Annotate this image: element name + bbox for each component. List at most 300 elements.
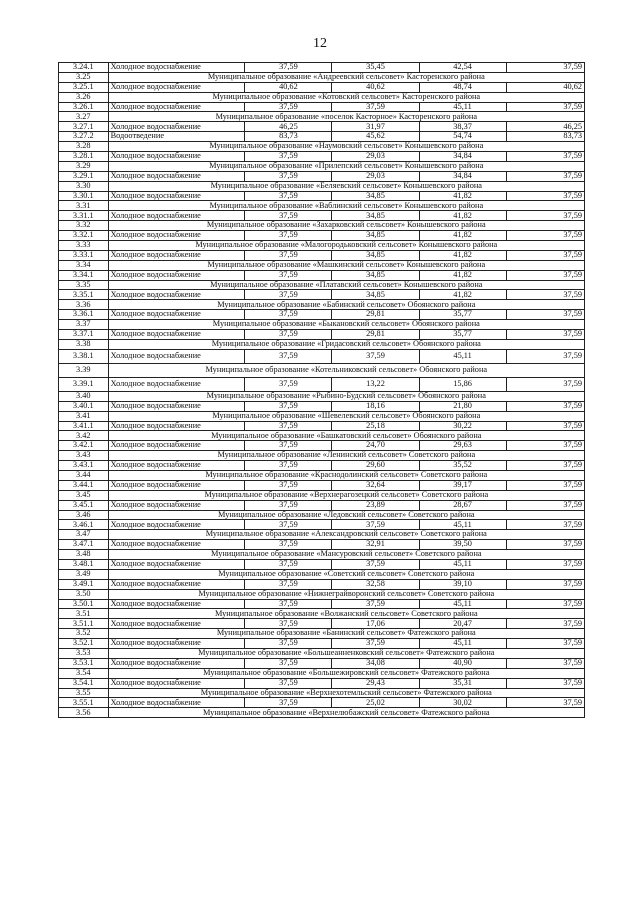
tariff-value-3: 45,11 [419,639,506,649]
row-number: 3.47.1 [59,540,109,550]
tariff-value-2: 29,81 [332,330,419,340]
service-row [59,82,585,92]
row-number: 3.25 [59,72,109,82]
service-row [59,421,585,431]
row-number: 3.56 [59,708,109,718]
tariff-value-2: 34,85 [332,270,419,280]
tariff-value-3: 39,50 [419,540,506,550]
service-name: Холодное водоснабжение [108,171,245,181]
municipality-name: Муниципальное образование «Котовский сельсовет» Касторенского района [108,92,584,102]
service-row [59,330,585,340]
municipality-name: Муниципальное образование «поселок Касторное» Касторенского района [108,112,584,122]
tariff-value-2: 18,16 [332,401,419,411]
tariff-value-4: 37,59 [506,330,584,340]
service-row [59,559,585,569]
tariff-value-1: 40,62 [245,82,332,92]
municipality-name: Муниципальное образование «Башкатовский сельсовет» Обоянского района [108,431,584,441]
municipality-name: Муниципальное образование «Быкановский сельсовет» Обоянского района [108,320,584,330]
tariff-value-3: 30,02 [419,698,506,708]
tariff-value-4: 37,59 [506,579,584,589]
service-row [59,619,585,629]
municipality-name: Муниципальное образование «Наумовский сельсовет» Конышевского района [108,142,584,152]
tariff-value-1: 37,59 [245,310,332,320]
tariff-value-3: 41,82 [419,250,506,260]
tariff-value-3: 41,82 [419,231,506,241]
tariff-value-3: 15,86 [419,377,506,391]
row-number: 3.26.1 [59,102,109,112]
tariff-value-4: 40,62 [506,82,584,92]
row-number: 3.33 [59,241,109,251]
row-number: 3.38 [59,339,109,349]
row-number: 3.44.1 [59,480,109,490]
municipality-name: Муниципальное образование «Котельниковский сельсовет» Обоянского района [108,363,584,377]
row-number: 3.45.1 [59,500,109,510]
municipality-name: Муниципальное образование «Шевелевский сельсовет» Обоянского района [108,411,584,421]
row-number: 3.36 [59,300,109,310]
service-row [59,698,585,708]
row-number: 3.37.1 [59,330,109,340]
municipality-row [59,92,585,102]
service-name: Холодное водоснабжение [108,421,245,431]
tariff-value-2: 25,18 [332,421,419,431]
tariff-value-1: 83,73 [245,132,332,142]
row-number: 3.32.1 [59,231,109,241]
tariff-value-4: 37,59 [506,310,584,320]
service-name: Холодное водоснабжение [108,270,245,280]
municipality-name: Муниципальное образование «Андреевский сельсовет» Касторенского района [108,72,584,82]
tariff-value-1: 37,59 [245,401,332,411]
tariff-value-2: 37,59 [332,520,419,530]
tariff-value-4: 37,59 [506,619,584,629]
tariff-value-3: 41,82 [419,270,506,280]
tariff-value-1: 37,59 [245,559,332,569]
tariff-value-4: 37,59 [506,540,584,550]
tariff-value-4: 46,25 [506,122,584,132]
municipality-name: Муниципальное образование «Рыбино-Будский сельсовет» Обоянского района [108,391,584,401]
tariff-value-1: 37,59 [245,330,332,340]
service-row [59,270,585,280]
tariff-value-3: 28,67 [419,500,506,510]
municipality-name: Муниципальное образование «Ленинский сельсовет» Советского района [108,451,584,461]
tariff-value-1: 37,59 [245,191,332,201]
tariff-value-1: 37,59 [245,250,332,260]
row-number: 3.34.1 [59,270,109,280]
service-name: Холодное водоснабжение [108,377,245,391]
service-row [59,441,585,451]
tariff-value-4: 37,59 [506,63,584,73]
tariff-value-3: 45,11 [419,349,506,363]
service-row [59,461,585,471]
service-row [59,678,585,688]
row-number: 3.35 [59,280,109,290]
tariff-value-1: 37,59 [245,377,332,391]
tariff-value-2: 34,85 [332,290,419,300]
row-number: 3.35.1 [59,290,109,300]
tariff-value-3: 35,77 [419,330,506,340]
service-name: Холодное водоснабжение [108,290,245,300]
service-row [59,211,585,221]
row-number: 3.37 [59,320,109,330]
municipality-row [59,363,585,377]
municipality-row [59,451,585,461]
tariff-value-1: 37,59 [245,63,332,73]
municipality-row [59,260,585,270]
row-number: 3.43.1 [59,461,109,471]
tariff-value-1: 37,59 [245,171,332,181]
municipality-name: Муниципальное образование «Большежировский сельсовет» Фатежского района [108,668,584,678]
tariff-value-1: 37,59 [245,421,332,431]
tariff-value-4: 37,59 [506,270,584,280]
tariff-value-2: 29,81 [332,310,419,320]
row-number: 3.53 [59,648,109,658]
tariff-value-2: 34,85 [332,231,419,241]
tariff-value-1: 37,59 [245,102,332,112]
municipality-row [59,201,585,211]
municipality-name: Муниципальное образование «Платавский сельсовет» Конышевского района [108,280,584,290]
municipality-row [59,609,585,619]
tariff-value-3: 35,52 [419,461,506,471]
tariff-value-1: 37,59 [245,658,332,668]
row-number: 3.55.1 [59,698,109,708]
tariff-value-2: 32,91 [332,540,419,550]
municipality-name: Муниципальное образование «Гридасовский сельсовет» Обоянского района [108,339,584,349]
service-name: Холодное водоснабжение [108,579,245,589]
row-number: 3.27.1 [59,122,109,132]
tariff-value-1: 37,59 [245,349,332,363]
service-row [59,401,585,411]
tariff-value-1: 37,59 [245,698,332,708]
row-number: 3.40 [59,391,109,401]
tariff-value-4: 37,59 [506,658,584,668]
tariff-value-1: 37,59 [245,441,332,451]
row-number: 3.36.1 [59,310,109,320]
municipality-name: Муниципальное образование «Малогородьковский сельсовет» Конышевского района [108,241,584,251]
tariff-value-2: 37,59 [332,102,419,112]
service-name: Холодное водоснабжение [108,310,245,320]
municipality-row [59,569,585,579]
service-name: Холодное водоснабжение [108,122,245,132]
municipality-row [59,688,585,698]
row-number: 3.46.1 [59,520,109,530]
tariff-value-3: 38,37 [419,122,506,132]
service-row [59,377,585,391]
municipality-name: Муниципальное образование «Мансуровский сельсовет» Советского района [108,550,584,560]
tariff-value-2: 34,08 [332,658,419,668]
service-row [59,310,585,320]
municipality-row [59,300,585,310]
row-number: 3.54.1 [59,678,109,688]
tariff-value-3: 30,22 [419,421,506,431]
row-number: 3.24.1 [59,63,109,73]
tariff-table [58,62,585,718]
municipality-name: Муниципальное образование «Верхнехотемльский сельсовет» Фатежского района [108,688,584,698]
tariff-value-2: 35,45 [332,63,419,73]
tariff-value-2: 29,43 [332,678,419,688]
row-number: 3.49.1 [59,579,109,589]
row-number: 3.30 [59,181,109,191]
row-number: 3.33.1 [59,250,109,260]
municipality-name: Муниципальное образование «Машкинский сельсовет» Конышевского района [108,260,584,270]
service-name: Холодное водоснабжение [108,401,245,411]
tariff-value-1: 37,59 [245,211,332,221]
municipality-row [59,142,585,152]
row-number: 3.45 [59,490,109,500]
service-name: Холодное водоснабжение [108,678,245,688]
municipality-row [59,470,585,480]
municipality-row [59,320,585,330]
municipality-row [59,411,585,421]
tariff-value-4: 37,59 [506,171,584,181]
service-row [59,480,585,490]
tariff-value-4: 83,73 [506,132,584,142]
service-name: Холодное водоснабжение [108,231,245,241]
row-number: 3.53.1 [59,658,109,668]
tariff-value-1: 37,59 [245,520,332,530]
service-name: Холодное водоснабжение [108,480,245,490]
service-row [59,122,585,132]
tariff-value-2: 32,58 [332,579,419,589]
tariff-value-3: 40,90 [419,658,506,668]
tariff-value-3: 29,63 [419,441,506,451]
municipality-name: Муниципальное образование «Ваблинский сельсовет» Конышевского района [108,201,584,211]
municipality-name: Муниципальное образование «Верхнерагозецкий сельсовет» Советского района [108,490,584,500]
municipality-row [59,668,585,678]
service-row [59,63,585,73]
service-name: Холодное водоснабжение [108,461,245,471]
service-row [59,349,585,363]
tariff-value-1: 37,59 [245,270,332,280]
row-number: 3.51 [59,609,109,619]
service-name: Холодное водоснабжение [108,330,245,340]
row-number: 3.49 [59,569,109,579]
tariff-value-3: 39,10 [419,579,506,589]
tariff-value-2: 34,85 [332,250,419,260]
tariff-value-2: 29,03 [332,171,419,181]
municipality-name: Муниципальное образование «Краснодолинский сельсовет» Советского района [108,470,584,480]
service-row [59,290,585,300]
tariff-value-2: 29,03 [332,152,419,162]
tariff-value-4: 37,59 [506,500,584,510]
tariff-value-1: 37,59 [245,678,332,688]
service-name: Холодное водоснабжение [108,191,245,201]
municipality-row [59,339,585,349]
tariff-value-4: 37,59 [506,211,584,221]
row-number: 3.32 [59,221,109,231]
tariff-value-4: 37,59 [506,480,584,490]
municipality-name: Муниципальное образование «Ледовский сельсовет» Советского района [108,510,584,520]
municipality-name: Муниципальное образование «Банинский сельсовет» Фатежского района [108,629,584,639]
service-name: Холодное водоснабжение [108,349,245,363]
tariff-value-1: 37,59 [245,290,332,300]
tariff-value-1: 37,59 [245,540,332,550]
service-name: Холодное водоснабжение [108,250,245,260]
service-name: Холодное водоснабжение [108,619,245,629]
tariff-value-3: 42,54 [419,63,506,73]
service-row [59,540,585,550]
tariff-value-4: 37,59 [506,520,584,530]
row-number: 3.29.1 [59,171,109,181]
tariff-value-4: 37,59 [506,559,584,569]
tariff-value-1: 37,59 [245,599,332,609]
tariff-value-2: 32,64 [332,480,419,490]
service-name: Холодное водоснабжение [108,211,245,221]
tariff-value-4: 37,59 [506,349,584,363]
tariff-value-1: 46,25 [245,122,332,132]
row-number: 3.28 [59,142,109,152]
service-name: Холодное водоснабжение [108,82,245,92]
row-number: 3.51.1 [59,619,109,629]
tariff-value-2: 37,59 [332,349,419,363]
tariff-value-4: 37,59 [506,639,584,649]
tariff-value-4: 37,59 [506,678,584,688]
municipality-name: Муниципальное образование «Большеанненковский сельсовет» Фатежского района [108,648,584,658]
tariff-value-1: 37,59 [245,619,332,629]
municipality-name: Муниципальное образование «Беляевский сельсовет» Конышевского района [108,181,584,191]
municipality-row [59,72,585,82]
row-number: 3.30.1 [59,191,109,201]
tariff-value-1: 37,59 [245,579,332,589]
row-number: 3.48 [59,550,109,560]
tariff-value-1: 37,59 [245,500,332,510]
service-row [59,152,585,162]
row-number: 3.28.1 [59,152,109,162]
service-row [59,520,585,530]
tariff-value-4: 37,59 [506,421,584,431]
service-name: Холодное водоснабжение [108,102,245,112]
tariff-value-3: 54,74 [419,132,506,142]
row-number: 3.52 [59,629,109,639]
service-row [59,171,585,181]
tariff-value-4: 37,59 [506,231,584,241]
service-row [59,500,585,510]
row-number: 3.54 [59,668,109,678]
service-row [59,658,585,668]
service-name: Холодное водоснабжение [108,559,245,569]
tariff-value-1: 37,59 [245,639,332,649]
service-name: Водоотведение [108,132,245,142]
tariff-value-3: 35,31 [419,678,506,688]
row-number: 3.39.1 [59,377,109,391]
service-name: Холодное водоснабжение [108,599,245,609]
service-row [59,231,585,241]
municipality-name: Муниципальное образование «Захарковский сельсовет» Конышевского района [108,221,584,231]
row-number: 3.25.1 [59,82,109,92]
municipality-name: Муниципальное образование «Бабинский сельсовет» Обоянского района [108,300,584,310]
service-row [59,250,585,260]
municipality-row [59,181,585,191]
tariff-value-3: 41,82 [419,191,506,201]
municipality-name: Муниципальное образование «Александровский сельсовет» Советского района [108,530,584,540]
page-number: 12 [313,36,327,51]
municipality-row [59,550,585,560]
municipality-row [59,510,585,520]
tariff-value-2: 29,60 [332,461,419,471]
tariff-value-3: 45,11 [419,559,506,569]
row-number: 3.42 [59,431,109,441]
tariff-value-2: 23,89 [332,500,419,510]
tariff-value-4: 37,59 [506,250,584,260]
tariff-value-3: 21,80 [419,401,506,411]
tariff-value-4: 37,59 [506,401,584,411]
tariff-value-4: 37,59 [506,441,584,451]
tariff-value-2: 34,85 [332,211,419,221]
row-number: 3.48.1 [59,559,109,569]
service-name: Холодное водоснабжение [108,152,245,162]
tariff-table-body [59,63,585,718]
row-number: 3.41.1 [59,421,109,431]
municipality-row [59,431,585,441]
municipality-row [59,648,585,658]
row-number: 3.46 [59,510,109,520]
municipality-row [59,708,585,718]
municipality-row [59,161,585,171]
tariff-value-1: 37,59 [245,152,332,162]
tariff-value-3: 41,82 [419,211,506,221]
row-number: 3.42.1 [59,441,109,451]
municipality-name: Муниципальное образование «Нижнеграйворонский сельсовет» Советского района [108,589,584,599]
tariff-value-2: 37,59 [332,639,419,649]
tariff-value-2: 24,70 [332,441,419,451]
tariff-value-2: 37,59 [332,559,419,569]
row-number: 3.39 [59,363,109,377]
service-name: Холодное водоснабжение [108,698,245,708]
tariff-value-4: 37,59 [506,599,584,609]
municipality-row [59,589,585,599]
municipality-row [59,241,585,251]
tariff-value-2: 25,02 [332,698,419,708]
tariff-value-3: 48,74 [419,82,506,92]
tariff-value-3: 45,11 [419,520,506,530]
municipality-name: Муниципальное образование «Верхнелюбажский сельсовет» Фатежского района [108,708,584,718]
tariff-value-3: 39,17 [419,480,506,490]
tariff-value-1: 37,59 [245,231,332,241]
row-number: 3.34 [59,260,109,270]
service-name: Холодное водоснабжение [108,639,245,649]
tariff-value-4: 37,59 [506,290,584,300]
municipality-row [59,112,585,122]
tariff-value-4: 37,59 [506,102,584,112]
row-number: 3.47 [59,530,109,540]
service-name: Холодное водоснабжение [108,520,245,530]
row-number: 3.27 [59,112,109,122]
row-number: 3.41 [59,411,109,421]
tariff-value-3: 34,84 [419,152,506,162]
tariff-value-2: 45,62 [332,132,419,142]
row-number: 3.50 [59,589,109,599]
municipality-name: Муниципальное образование «Советский сельсовет» Советского района [108,569,584,579]
tariff-value-4: 37,59 [506,377,584,391]
tariff-value-4: 37,59 [506,152,584,162]
tariff-value-2: 13,22 [332,377,419,391]
service-name: Холодное водоснабжение [108,63,245,73]
service-name: Холодное водоснабжение [108,658,245,668]
tariff-value-2: 37,59 [332,599,419,609]
municipality-row [59,490,585,500]
service-row [59,579,585,589]
tariff-value-2: 34,85 [332,191,419,201]
service-name: Холодное водоснабжение [108,540,245,550]
tariff-value-3: 35,77 [419,310,506,320]
row-number: 3.26 [59,92,109,102]
row-number: 3.50.1 [59,599,109,609]
service-row [59,102,585,112]
row-number: 3.27.2 [59,132,109,142]
municipality-row [59,629,585,639]
tariff-value-3: 45,11 [419,599,506,609]
row-number: 3.31.1 [59,211,109,221]
tariff-value-3: 41,82 [419,290,506,300]
tariff-value-4: 37,59 [506,461,584,471]
